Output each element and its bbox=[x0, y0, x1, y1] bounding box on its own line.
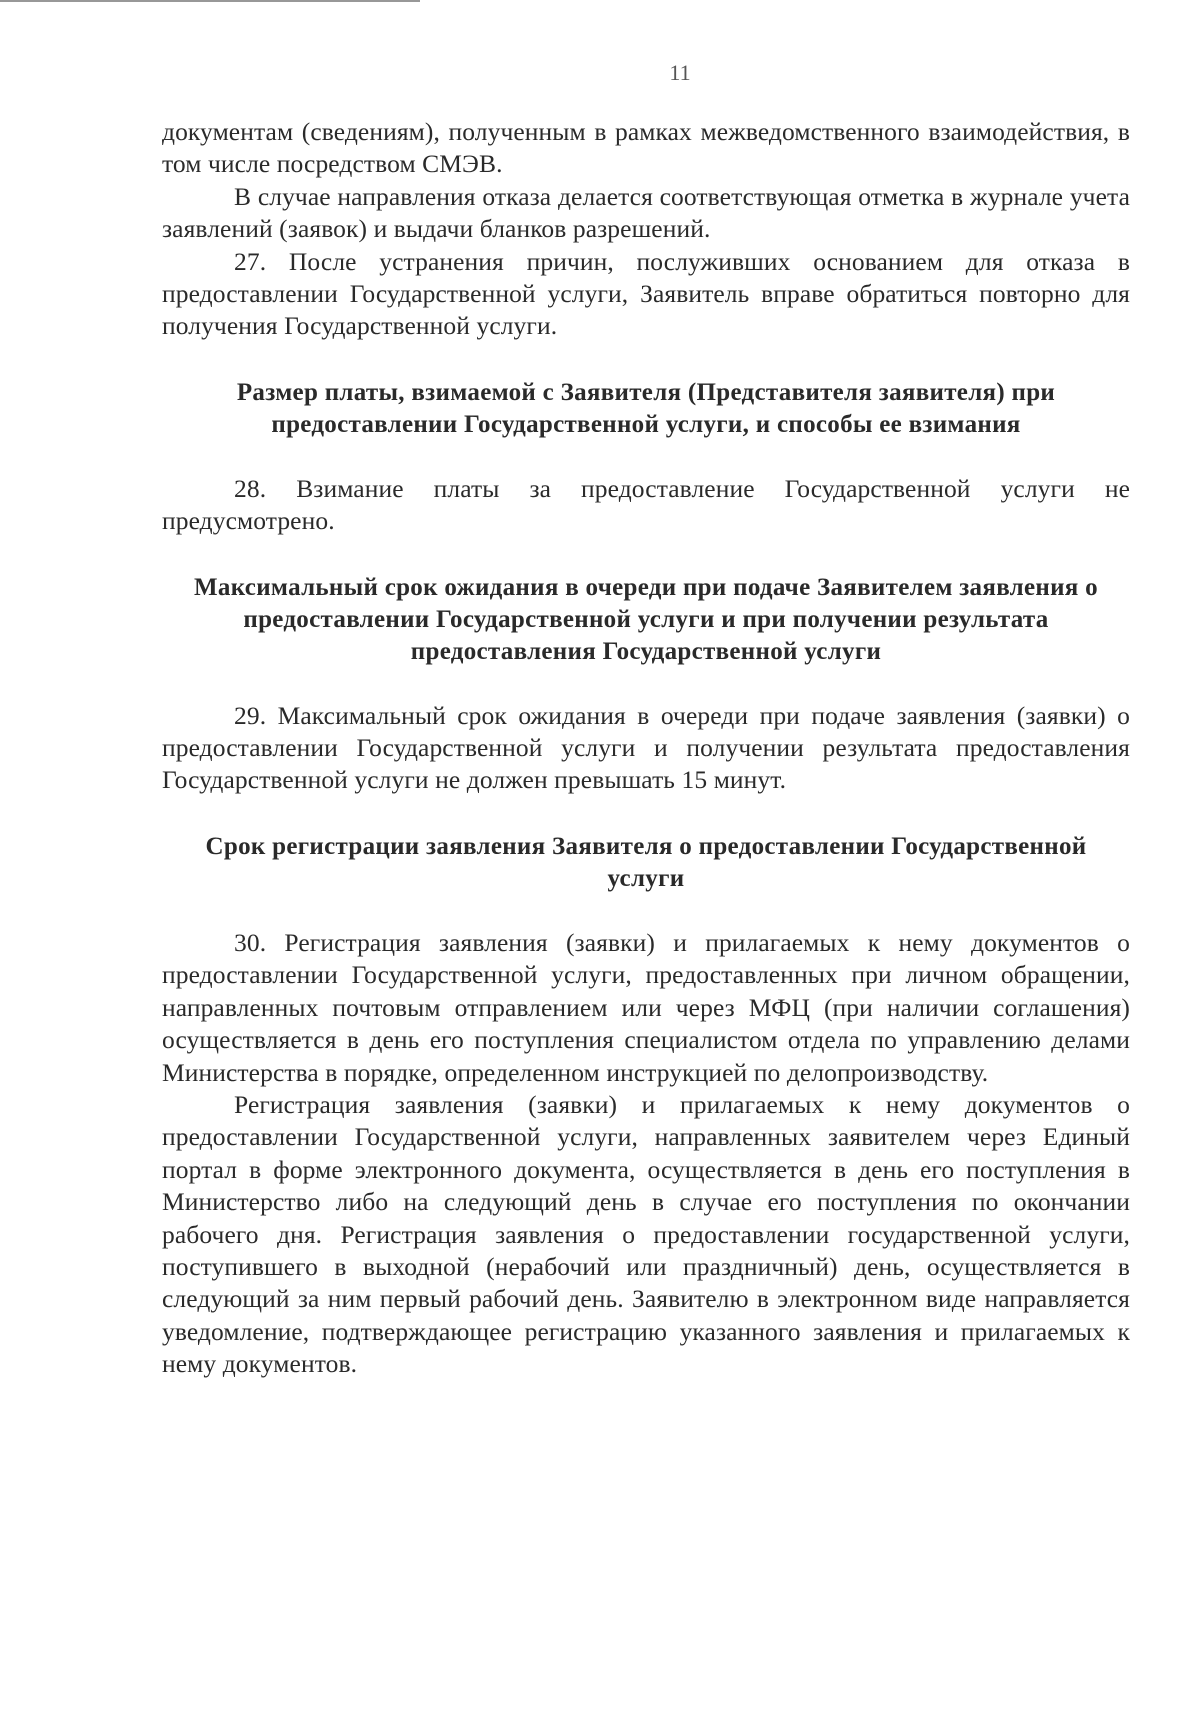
paragraph-refusal-note: В случае направления отказа делается соответствующая отметка в журнале учета заявлений (заявок) и выдачи бланков разрешений. bbox=[162, 181, 1130, 244]
paragraph-29: 29. Максимальный срок ожидания в очереди при подаче заявления (заявки) о предоставлении Государственной услуги и получении результата предоставления Государственной услуги не должен превышать 15 минут. bbox=[162, 700, 1130, 795]
paragraph-registration-portal: Регистрация заявления (заявки) и прилагаемых к нему документов о предоставлении Государственной услуги, направленных заявителем через Единый портал в форме электронного документа, осуществляется в день его поступления в Министерство либо на следующий день в случае его поступления по окончании рабочего дня. Регистрация заявления о предоставлении государственной услуги, поступившего в выходной (нерабочий или праздничный) день, осуществляется в следующий за ним первый рабочий день. Заявителю в электронном виде направляется уведомление, подтверждающее регистрацию указанного заявления и прилагаемых к нему документов. bbox=[162, 1089, 1130, 1379]
page-number: 11 bbox=[669, 60, 691, 85]
paragraph-27: 27. После устранения причин, послуживших основанием для отказа в предоставлении Государственной услуги, Заявитель вправе обратиться повторно для получения Государственной услуги. bbox=[162, 246, 1130, 341]
section-heading-queue-time: Максимальный срок ожидания в очереди при подаче Заявителем заявления о предоставлении Государственной услуги и при получении результата предоставления Государственной услуги bbox=[194, 573, 1098, 665]
paragraph-30: 30. Регистрация заявления (заявки) и прилагаемых к нему документов о предоставлении Государственной услуги, предоставленных при личном обращении, направленных почтовым отправлением или через МФЦ (при наличии соглашения) осуществляется в день его поступления специалистом отдела по управлению делами Министерства в порядке, определенном инструкцией по делопроизводству. bbox=[162, 927, 1130, 1087]
section-heading-fee: Размер платы, взимаемой с Заявителя (Представителя заявителя) при предоставлении Государственной услуги, и способы ее взимания bbox=[236, 378, 1056, 438]
paragraph-continuation: документам (сведениям), полученным в рамках межведомственного взаимодействия, в том числе посредством СМЭВ. bbox=[162, 117, 1130, 179]
section-heading-registration: Срок регистрации заявления Заявителя о предоставлении Государственной услуги bbox=[205, 832, 1087, 892]
paragraph-28: 28. Взимание платы за предоставление Государственной услуги не предусмотрено. bbox=[162, 473, 1130, 536]
scan-edge-line bbox=[0, 0, 420, 2]
document-body bbox=[162, 116, 1130, 1381]
